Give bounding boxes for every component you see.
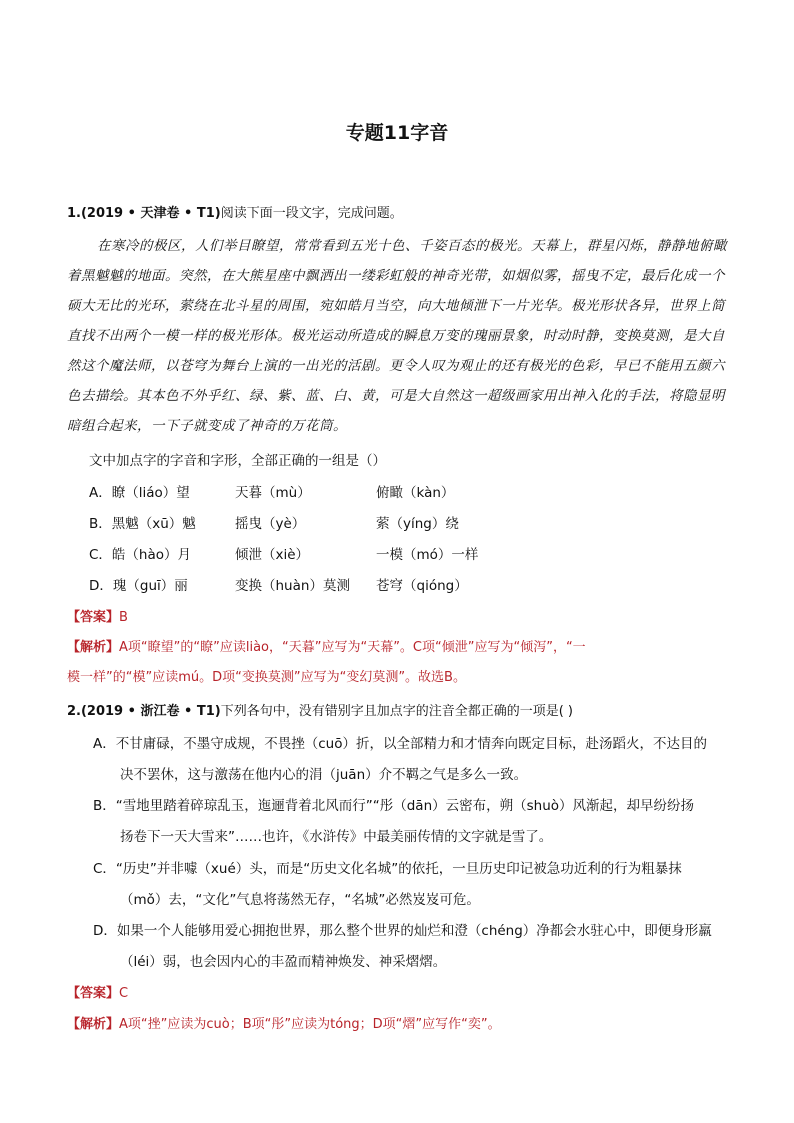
question-source: (2019 • 浙江卷 • T1) (80, 704, 221, 719)
passage-line: 在寒冷的极区，人们举目瞭望，常常看到五光十色、千姿百态的极光。天幕上，群星闪烁，静静地俯瞰 (97, 238, 727, 254)
question-prompt: 下列各句中，没有错别字且加点字的注音全都正确的一项是( ) (220, 704, 573, 719)
q2-option-b-line2: 扬卷下一天大雪来”……也许，《水浒传》中最美丽传情的文字就是雪了。 (120, 829, 553, 845)
analysis-row (67, 636, 586, 655)
q2-option-a-line1: A．不甘庸碌，不墨守成规，不畏挫（cuō）折，以全部精力和才情奔向既定目标，赴汤蹈火，不达目的 (93, 736, 707, 752)
q2-option-a-line2: 决不罢休，这与激荡在他内心的涓（juān）介不羁之气是多么一致。 (120, 767, 528, 783)
q2-option-c-line1: C．“历史”并非噱（xué）头，而是“历史文化名城”的依托，一旦历史印记被急功近利的行为粗暴抹 (93, 861, 682, 877)
q2-option-d-line2: （léi）弱，也会因内心的丰盈而精神焕发、神采熠熠。 (120, 954, 447, 970)
analysis-label: 【解析】 (67, 640, 120, 655)
analysis-text-continued: 模一样”的“模”应读mú。D项“变换莫测”应写为“变幻莫测”。故选B。 (67, 670, 466, 685)
answer-value: B (119, 610, 128, 625)
passage-line: 着黑魆魆的地面。突然，在大熊星座中飘洒出一缕彩虹般的神奇光带，如烟似雾，摇曳不定，最后化成一个 (67, 268, 725, 284)
passage-line: 硕大无比的光环，萦绕在北斗星的周围，宛如皓月当空，向大地倾泄下一片光华。极光形状各异，世界上简 (67, 298, 725, 314)
answer-row (67, 606, 128, 625)
option-d-1: D．瑰（guī）丽 (89, 578, 188, 594)
option-a-3: 俯瞰（kàn） (376, 485, 455, 501)
question-number: 1. (67, 206, 81, 221)
option-d-3: 苍穹（qióng） (376, 578, 468, 594)
answer-label: 【答案】 (67, 610, 120, 625)
page-title: 专题11字音 (345, 122, 449, 144)
passage-line: 然这个魔法师，以苍穹为舞台上演的一出光的活剧。更令人叹为观止的还有极光的色彩，早已不能用五颜六 (67, 358, 725, 374)
question-source: (2019 • 天津卷 • T1) (80, 206, 221, 221)
option-d-2: 变换（huàn）莫测 (235, 578, 350, 594)
answer-row (67, 982, 128, 1001)
passage-line: 直找不出两个一模一样的极光形体。极光运动所造成的瞬息万变的瑰丽景象，时动时静，变换莫测，是大自 (67, 328, 725, 344)
q2-option-d-line1: D．如果一个人能够用爱心拥抱世界，那么整个世界的灿烂和澄（chéng）净都会水驻心中，即便身形羸 (93, 923, 712, 939)
question-prompt: 阅读下面一段文字，完成问题。 (220, 206, 403, 221)
option-a-1: A．瞭（liáo）望 (89, 485, 190, 501)
option-b-2: 摇曳（yè） (235, 516, 306, 532)
option-a-2: 天暮（mù） (235, 485, 311, 501)
option-c-1: C．皓（hào）月 (89, 547, 192, 563)
answer-label: 【答案】 (67, 986, 120, 1001)
option-b-1: B．黑魆（xū）魆 (89, 516, 196, 532)
passage-line: 暗组合起来，一下子就变成了神奇的万花筒。 (67, 418, 347, 434)
question-2-header (67, 700, 573, 719)
option-b-3: 萦（yíng）绕 (376, 516, 459, 532)
analysis-label: 【解析】 (67, 1017, 120, 1032)
answer-value: C (119, 986, 129, 1001)
question-1-stem: 文中加点字的字音和字形，全部正确的一组是（） (89, 453, 386, 469)
analysis-row (67, 1013, 501, 1032)
option-c-2: 倾泄（xiè） (235, 547, 310, 563)
question-1-header (67, 202, 403, 221)
analysis-text: A项“挫”应读为cuò；B项“彤”应读为tóng；D项“熠”应写作“奕”。 (119, 1017, 501, 1032)
question-number: 2. (67, 704, 81, 719)
analysis-text: A项“瞭望”的“瞭”应读liào，“天暮”应写为“天幕”。C项“倾泄”应写为“倾泻”，“一 (119, 640, 586, 655)
passage-line: 色去描绘。其本色不外乎红、绿、紫、蓝、白、黄，可是大自然这一超级画家用出神入化的手法，将隐显明 (67, 388, 725, 404)
q2-option-b-line1: B．“雪地里踏着碎琼乱玉，迤逦背着北风而行”“彤（dān）云密布，朔（shuò）风渐起，却早纷纷扬 (93, 798, 695, 814)
q2-option-c-line2: （mǒ）去，“文化”气息将荡然无存，“名城”必然岌岌可危。 (120, 892, 480, 908)
option-c-3: 一模（mó）一样 (376, 547, 479, 563)
